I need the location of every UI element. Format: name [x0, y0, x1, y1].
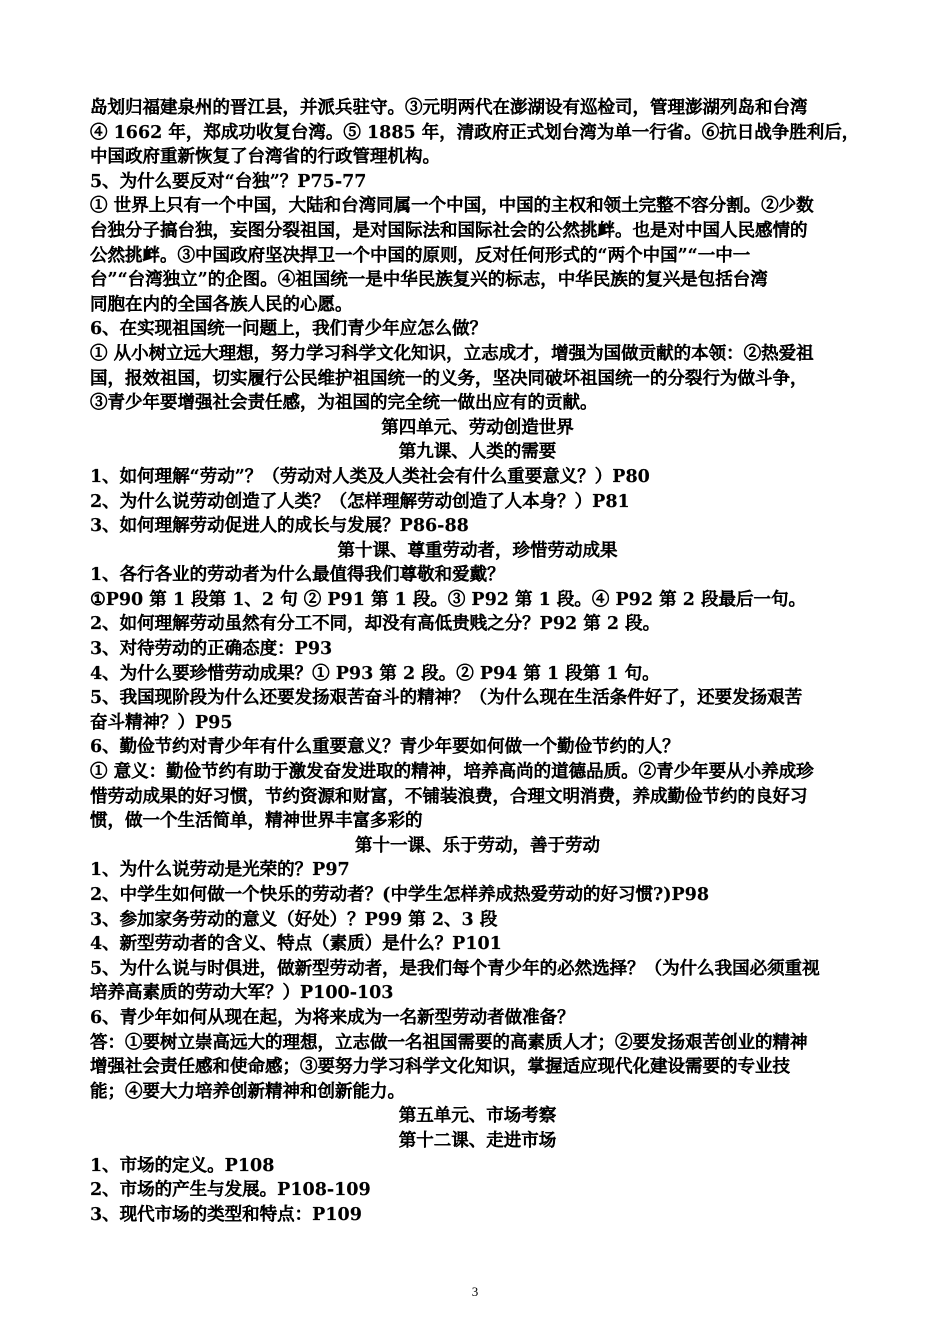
text-line: 1、如何理解“劳动”？（劳动对人类及人类社会有什么重要意义？）P80 — [90, 466, 650, 487]
lesson12-questions — [90, 1154, 865, 1228]
text-line: 台独分子搞台独，妄图分裂祖国，是对国际法和国际社会的公然挑衅。也是对中国人民感情的 — [90, 220, 808, 241]
lesson12-heading: 第十二课、走进市场 — [398, 1130, 557, 1151]
text-line: ① 从小树立远大理想，努力学习科学文化知识，立志成才，增强为国做贡献的本领：②热爱祖 — [90, 343, 814, 364]
text-line: 2、如何理解劳动虽然有分工不同，却没有高低贵贱之分？P92 第 2 段。 — [90, 614, 661, 635]
text-line: 2、市场的产生与发展。P108-109 — [90, 1180, 371, 1201]
document-body — [90, 96, 865, 1227]
unit5-heading: 第五单元、市场考察 — [398, 1106, 557, 1127]
text-line: 3、对待劳动的正确态度：P93 — [90, 639, 333, 660]
text-line: 惯，做一个生活简单，精神世界丰富多彩的 — [90, 811, 423, 832]
text-line: 惜劳动成果的好习惯，节约资源和财富，不铺装浪费，合理文明消费，养成勤俭节约的良好习 — [90, 786, 808, 807]
unit4-heading: 第四单元、劳动创造世界 — [381, 417, 574, 438]
page-number: 3 — [471, 1284, 479, 1299]
text-line: ①P90 第 1 段第 1、2 句 ② P91 第 1 段。③ P92 第 1 段。④ P92 第 2 段最后一句。 — [90, 589, 806, 610]
text-line: 能；④要大力培养创新精神和创新能力。 — [90, 1081, 405, 1102]
text-line: 6、勤俭节约对青少年有什么重要意义？青少年要如何做一个勤俭节约的人？ — [90, 737, 680, 758]
text-line: 增强社会责任感和使命感；③要努力学习科学文化知识，掌握适应现代化建设需要的专业技 — [90, 1057, 790, 1078]
lesson10-heading: 第十课、尊重劳动者，珍惜劳动成果 — [337, 540, 618, 561]
text-line: 中国政府重新恢复了台湾省的行政管理机构。 — [90, 147, 440, 168]
text-line: 培养高素质的劳动大军？）P100-103 — [90, 983, 394, 1004]
lesson11-heading: 第十一课、乐于劳动，善于劳动 — [355, 835, 600, 856]
text-line: 2、为什么说劳动创造了人类？（怎样理解劳动创造了人本身？）P81 — [90, 491, 630, 512]
text-line: 4、新型劳动者的含义、特点（素质）是什么？P101 — [90, 934, 502, 955]
text-line: 同胞在内的全国各族人民的心愿。 — [90, 294, 353, 315]
lesson10-questions — [90, 563, 865, 834]
text-line: 2、中学生如何做一个快乐的劳动者？(中学生怎样养成热爱劳动的好习惯?)P98 — [90, 885, 710, 905]
text-line: 4、为什么要珍惜劳动成果？① P93 第 2 段。② P94 第 1 段第 1 句。 — [90, 663, 660, 684]
text-line: ③青少年要增强社会责任感，为祖国的完全统一做出应有的贡献。 — [90, 393, 598, 414]
text-line: 3、现代市场的类型和特点：P109 — [90, 1204, 362, 1225]
text-line: 奋斗精神？）P95 — [90, 712, 233, 733]
text-line: 5、为什么要反对“台独”？P75-77 — [90, 171, 367, 192]
text-line: ① 世界上只有一个中国，大陆和台湾同属一个中国，中国的主权和领土完整不容分割。②少数 — [90, 196, 814, 217]
text-line: 1、市场的定义。P108 — [90, 1155, 275, 1176]
text-line: ① 意义：勤俭节约有助于激发奋发进取的精神，培养高尚的道德品质。②青少年要从小养成珍 — [90, 762, 814, 783]
text-line: 6、青少年如何从现在起，为将来成为一名新型劳动者做准备？ — [90, 1007, 575, 1028]
text-line: 1、各行各业的劳动者为什么最值得我们尊敬和爱戴？ — [90, 565, 505, 586]
intro-section — [90, 96, 865, 416]
lesson9-questions — [90, 465, 865, 539]
text-line: 岛划归福建泉州的晋江县，并派兵驻守。③元明两代在澎湖设有巡检司，管理澎湖列岛和台湾 — [90, 98, 808, 118]
text-line: 3、参加家务劳动的意义（好处）？P99 第 2、3 段 — [90, 909, 498, 930]
text-line: 5、为什么说与时俱进，做新型劳动者，是我们每个青少年的必然选择？（为什么我国必须重视 — [90, 958, 820, 979]
text-line: ④ 1662 年，郑成功收复台湾。⑤ 1885 年，清政府正式划台湾为单一行省。⑥抗日战争胜利后， — [90, 122, 860, 143]
text-line: 国，报效祖国，切实履行公民维护祖国统一的义务，坚决同破坏祖国统一的分裂行为做斗争， — [90, 368, 808, 389]
text-line: 1、为什么说劳动是光荣的？P97 — [90, 860, 350, 881]
text-line: 公然挑衅。③中国政府坚决捍卫一个中国的原则，反对任何形式的“两个中国”“一中一 — [90, 245, 751, 266]
text-line: 3、如何理解劳动促进人的成长与发展？P86-88 — [90, 516, 469, 537]
text-line: 台”“台湾独立”的企图。④祖国统一是中华民族复兴的标志，中华民族的复兴是包括台湾 — [90, 270, 768, 291]
lesson11-questions — [90, 858, 865, 1104]
lesson9-heading: 第九课、人类的需要 — [398, 442, 557, 463]
text-line: 5、我国现阶段为什么还要发扬艰苦奋斗的精神？（为什么现在生活条件好了，还要发扬艰苦 — [90, 688, 803, 709]
text-line: 答：①要树立崇高远大的理想，立志做一名祖国需要的高素质人才；②要发扬艰苦创业的精神 — [90, 1032, 808, 1053]
text-line: 6、在实现祖国统一问题上，我们青少年应怎么做？ — [90, 319, 488, 340]
